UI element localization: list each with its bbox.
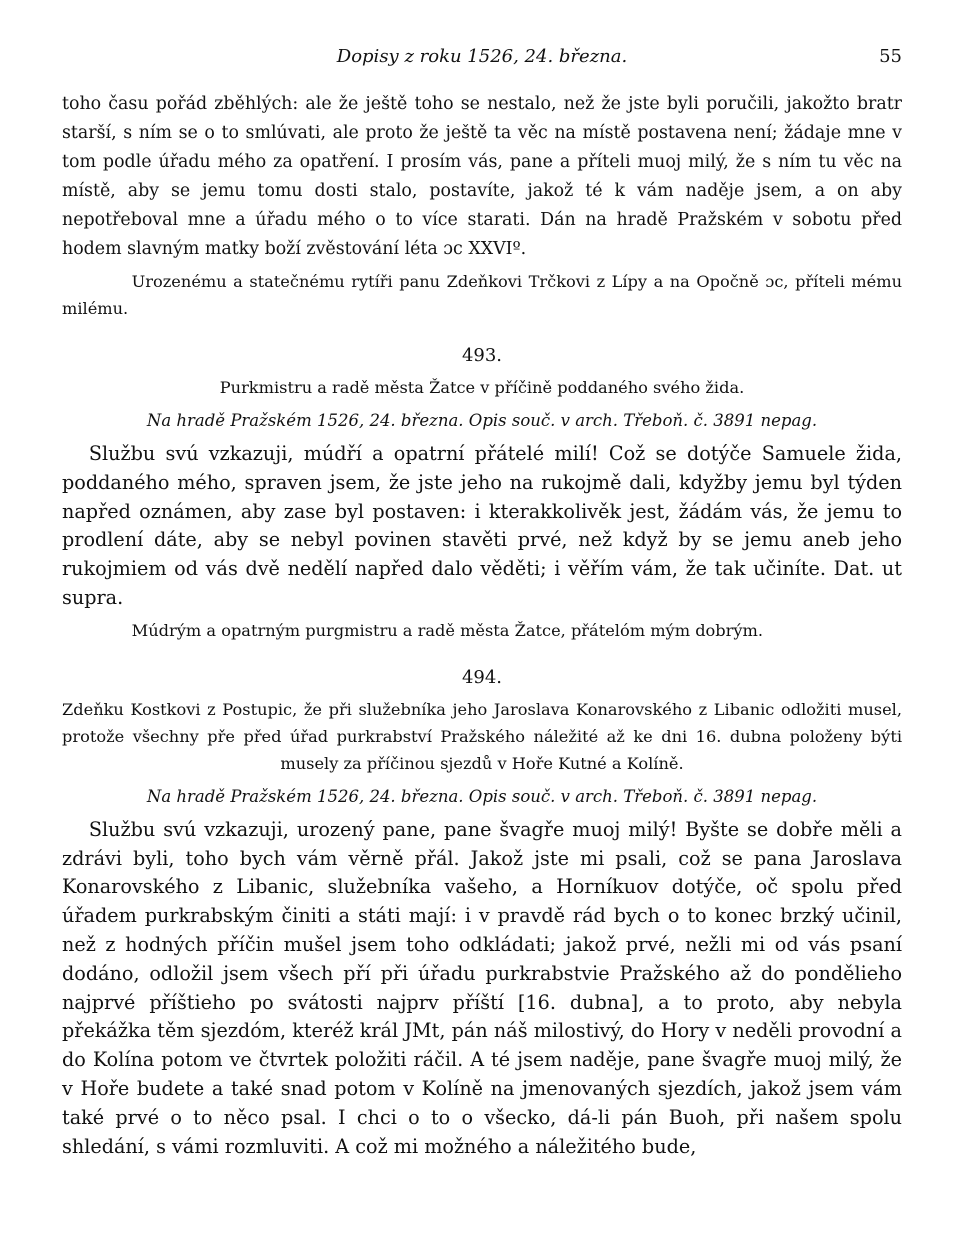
letter-494-text: Službu svú vzkazuji, urozený pane, pane švagře muoj milý! Byšte se dobře měli a zdrávi byli, toho bych vám věrně přál. Jakož jste mi psali, což se pana Jaroslava Konarovského z Libanic, služebníka vašeho, a Horníkuov dotýče, oč spolu před úřadem purkrabským činiti a státi mají: i v pravdě rád bych o to konec brzký učinil, než z hodných příčin mušel jsem toho odkládati; jakož prvé, nežli mi od vás psaní dodáno, odložil jsem všech pří při úřadu purkrabstvie Pražského až do ponděliehо najprvé příštieho po svátosti najprv příští [16. dubna], a to proto, aby nebyla překážka těm sjezdóm, kteréž král JMt, pán náš milostivý, do Hory v neděli provodní a do Kolína potom ve čtvrtek položiti ráčil. A té jsem naděje, pane švagře muoj milý, že v Hoře budete a také snad potom v Kolíně na jmenovaných sjezdích, jakož jsem vám také prvé o to něco psal. I chci o to o všecko, dá-li pán Buoh, při našem spolu shledání, s vámi rozmluviti. A což mi možného a náležitého bude, — [62, 817, 902, 1158]
letter-493-number: 493. — [461, 345, 503, 366]
page-number: 55 — [879, 46, 902, 67]
letter-494-summary: Zdeňku Kostkovi z Postupic, že při služebníka jeho Jaroslava Konarovského z Libanic odložiti musel, protože všechny pře před úřad purkrabství Pražského náležité až ke dni 16. dubna položeny býti musely za příčinou sjezdů v Hoře Kutné a Kolíně. — [62, 699, 902, 773]
letter-494-source: Na hradě Pražském 1526, 24. března. Opis souč. v arch. Třeboň. č. 3891 nepag. — [146, 786, 818, 806]
running-header — [62, 46, 902, 76]
letter-493-summary: Purkmistru a radě města Žatce v příčině poddaného svého žida. — [219, 378, 745, 397]
letter-493-source: Na hradě Pražském 1526, 24. března. Opis souč. v arch. Třeboň. č. 3891 nepag. — [146, 411, 818, 430]
continued-letter-text: toho času pořád zběhlých: ale že ještě toho se nestalo, než že jste byli poručili, jakožto bratr starší, s ním se o to smlúvati, ale proto že ještě ta věc na místě postavena není; žádaje mne v tom podle úřadu mého za opatření. I prosím vás, pane a příteli muoj milý, že s ním tu věc na místě, aby se jemu tomu dosti stalo, postavíte, jakož té k vám naděje jsem, a on aby nepotřeboval mne a úřadu mého o to více starati. Dán na hradě Pražském v sobotu před hodem slavným matky boží zvěstování léta ɔc XXVIº. — [62, 94, 902, 259]
continued-letter-address: Urozenému a statečnému rytíři panu Zdeňkovi Trčkovi z Lípy a na Opočně ɔc, příteli mému milému. — [62, 272, 902, 318]
letter-493-text: Službu svú vzkazuji, múdří a opatrní přátelé milí! Což se dotýče Samuele žida, poddaného mého, spraven jsem, že jste jeho na rukojmě dali, kdyžby jemu byl týden napřed oznámen, aby zase byl postaven: i kterakkolivěk jest, žádám vás, že jemu to prodlení dáte, aby se nebyl povinen stavěti prvé, než když by se jemu aneb jeho rukojmiem od vás dvě nedělí napřed dalo věděti; i věřím vám, že tak učiníte. Dat. ut supra. — [62, 442, 902, 609]
letter-493-address: Múdrým a opatrným purgmistru a radě města Žatce, přátelóm mým dobrým. — [131, 620, 764, 640]
letter-494-number: 494. — [461, 666, 503, 688]
running-title: Dopisy z roku 1526, 24. března. — [336, 46, 628, 67]
